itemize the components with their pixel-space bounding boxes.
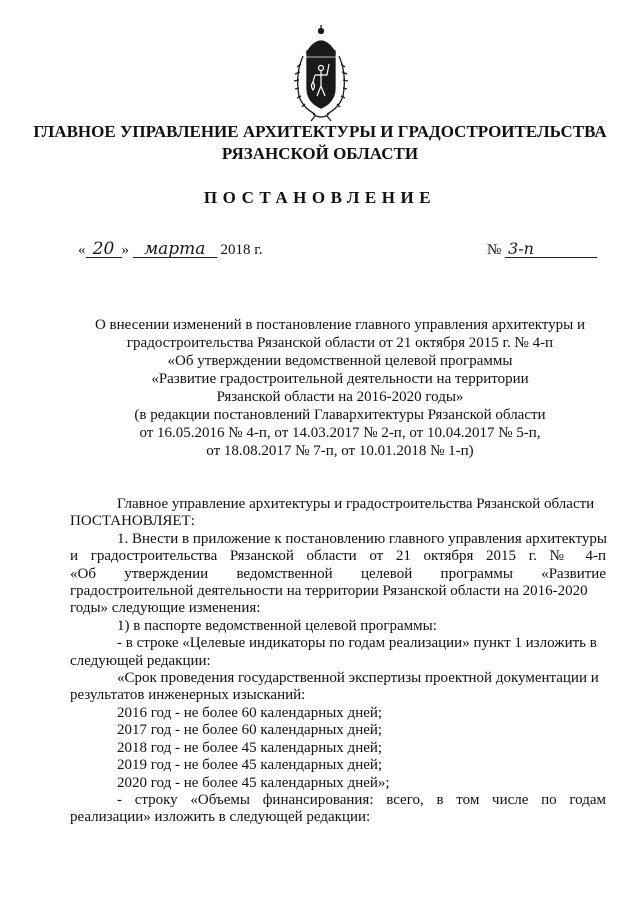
item1-line: и градостроительства Рязанской области от 21 октября 2015 г. № 4-п: [70, 548, 606, 565]
subject-line: «Об утверждении ведомственной целевой программы: [167, 353, 513, 369]
subject-line: градостроительства Рязанской области от 21 октября 2015 г. № 4-п: [126, 335, 554, 351]
item1-line: 1. Внести в приложение к постановлению главного управления архитектуры: [117, 530, 607, 547]
item1-line: годы» следующие изменения:: [70, 600, 261, 617]
row2-line: - строку «Объемы финансирования: всего, в том числе по годам: [117, 791, 606, 808]
date-month-handwritten: марта: [133, 241, 217, 258]
date-close-quote: »: [121, 242, 129, 258]
year-line: 2018 год - не более 45 календарных дней;: [117, 739, 383, 756]
document-type-heading: ПОСТАНОВЛЕНИЕ: [203, 188, 437, 207]
item1-line: градостроительной деятельности на территории Рязанской области на 2016-2020: [70, 583, 588, 600]
row2-line: реализации» изложить в следующей редакции:: [70, 809, 371, 826]
number-value-handwritten: 3-п: [505, 241, 597, 258]
quote-line: «Срок проведения государственной экспертизы проектной документации и: [117, 670, 599, 687]
subject-line: «Развитие градостроительной деятельности на территории: [151, 371, 529, 387]
organization-title-line2: РЯЗАНСКОЙ ОБЛАСТИ: [221, 144, 419, 163]
date-day-handwritten: 20: [86, 241, 122, 258]
decree-subject: [70, 316, 610, 460]
subject-line: Рязанской области на 2016-2020 годы»: [216, 389, 464, 405]
decree-date: [78, 241, 262, 259]
subject-line: от 18.08.2017 № 7-п, от 10.01.2018 № 1-п): [206, 443, 474, 459]
intro-paragraph: Главное управление архитектуры и градостроительства Рязанской области: [117, 496, 595, 512]
row1-line: следующей редакции:: [70, 652, 211, 669]
date-year: 2018 г.: [220, 242, 263, 258]
item1-line: «Об утверждении ведомственной целевой программы «Развитие: [70, 565, 606, 582]
date-open-quote: «: [78, 242, 86, 258]
decides-word: ПОСТАНОВЛЯЕТ:: [70, 513, 195, 530]
row1-line: - в строке «Целевые индикаторы по годам реализации» пункт 1 изложить в: [117, 635, 597, 652]
year-line: 2016 год - не более 60 календарных дней;: [117, 704, 383, 721]
organization-title-line1: ГЛАВНОЕ УПРАВЛЕНИЕ АРХИТЕКТУРЫ И ГРАДОСТРОИТЕЛЬСТВА: [33, 122, 607, 141]
quote-line: результатов инженерных изысканий:: [70, 687, 306, 704]
subject-line: от 16.05.2016 № 4-п, от 14.03.2017 № 2-п, от 10.04.2017 № 5-п,: [139, 425, 541, 441]
subject-line: О внесении изменений в постановление главного управления архитектуры и: [94, 317, 586, 333]
number-prefix: №: [487, 242, 502, 258]
decree-number: [487, 241, 597, 259]
decree-body: [70, 496, 606, 827]
subject-line: (в редакции постановлений Главархитектуры Рязанской области: [134, 407, 546, 423]
subitem1: 1) в паспорте ведомственной целевой программы:: [117, 617, 437, 634]
year-line: 2019 год - не более 45 календарных дней;: [117, 757, 383, 774]
ryazan-coat-of-arms-icon: [293, 22, 349, 128]
year-line: 2017 год - не более 60 календарных дней;: [117, 722, 383, 739]
year-line: 2020 год - не более 45 календарных дней»;: [117, 774, 390, 791]
